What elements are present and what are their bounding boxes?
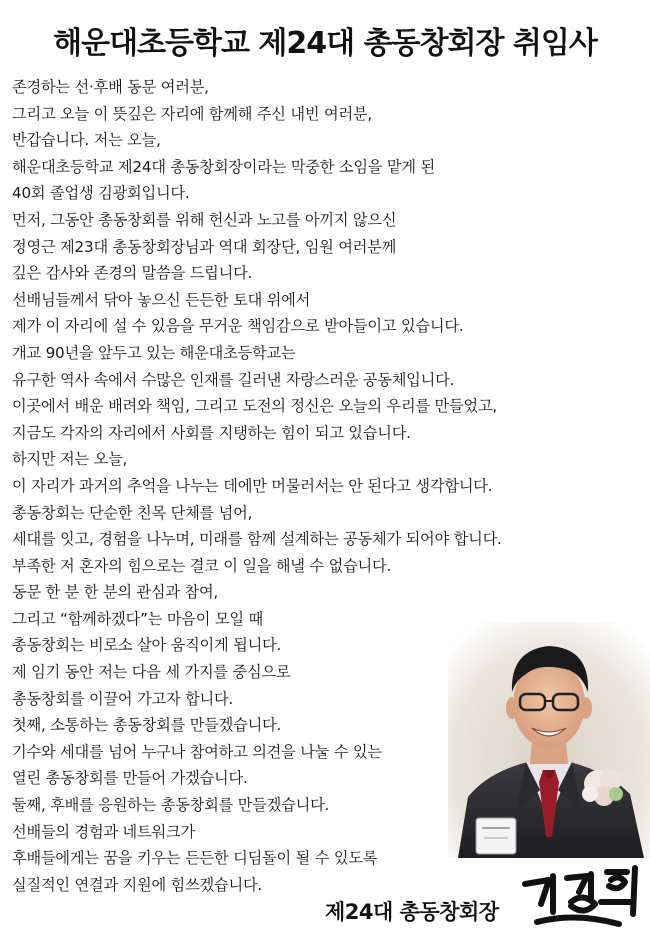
- signature-block: [325, 880, 645, 940]
- speech-line: 먼저, 그동안 총동창회를 위해 헌신과 노고를 아끼지 않으신: [12, 210, 397, 229]
- signature-title: 제24대 총동창회장: [325, 900, 499, 924]
- speech-line: 선배들의 경험과 네트워크가: [12, 822, 195, 841]
- speech-line: 선배님들께서 닦아 놓으신 든든한 토대 위에서: [12, 290, 311, 309]
- speech-line: 총동창회는 단순한 친목 단체를 넘어,: [12, 503, 253, 522]
- speech-line: 총동창회는 비로소 살아 움직이게 됩니다.: [12, 636, 282, 655]
- speech-line: 제가 이 자리에 설 수 있음을 무거운 책임감으로 받아들이고 있습니다.: [12, 317, 464, 336]
- speech-line: 이곳에서 배운 배려와 책임, 그리고 도전의 정신은 오늘의 우리를 만들었고,: [12, 397, 498, 416]
- speech-line: 기수와 세대를 넘어 누구나 참여하고 의견을 나눌 수 있는: [12, 742, 382, 761]
- speech-line: 부족한 저 혼자의 힘으로는 결코 이 일을 해낼 수 없습니다.: [12, 556, 392, 575]
- speech-line: 정영근 제23대 총동창회장님과 역대 회장단, 임원 여러분께: [12, 237, 397, 256]
- speech-line: 유구한 역사 속에서 수많은 인재를 길러낸 자랑스러운 공동체입니다.: [12, 370, 455, 389]
- portrait-photo: [448, 622, 650, 858]
- speech-line: 그리고 “함께하겠다”는 마음이 모일 때: [12, 609, 263, 628]
- speech-line: 40회 졸업생 김광회입니다.: [12, 184, 190, 203]
- speech-line: 그리고 오늘 이 뜻깊은 자리에 함께해 주신 내빈 여러분,: [12, 104, 373, 123]
- speech-line: 개교 90년을 앞두고 있는 해운대초등학교는: [12, 343, 296, 362]
- handwritten-signature: [515, 862, 645, 932]
- speech-line: 첫째, 소통하는 총동창회를 만들겠습니다.: [12, 716, 282, 735]
- speech-line: 둘째, 후배를 응원하는 총동창회를 만들겠습니다.: [12, 796, 330, 815]
- speech-line: 동문 한 분 한 분의 관심과 참여,: [12, 583, 219, 602]
- speech-line: 반갑습니다. 저는 오늘,: [12, 131, 161, 150]
- speech-line: 존경하는 선·후배 동문 여러분,: [12, 78, 209, 96]
- speech-line: 후배들에게는 꿈을 키우는 든든한 디딤돌이 될 수 있도록: [12, 849, 378, 868]
- speech-line: 하지만 저는 오늘,: [12, 450, 128, 469]
- speech-line: 해운대초등학교 제24대 총동창회장이라는 막중한 소임을 맡게 된: [12, 157, 435, 176]
- speech-line: 지금도 각자의 자리에서 사회를 지탱하는 힘이 되고 있습니다.: [12, 423, 411, 442]
- speech-line: 실질적인 연결과 지원에 힘쓰겠습니다.: [12, 875, 263, 894]
- speech-line: 열린 총동창회를 만들어 가겠습니다.: [12, 769, 248, 788]
- speech-line: 세대를 잇고, 경험을 나누며, 미래를 함께 설계하는 공동체가 되어야 합니다.: [12, 530, 502, 549]
- speech-line: 제 임기 동안 저는 다음 세 가지를 중심으로: [12, 663, 291, 682]
- speech-line: 이 자리가 과거의 추억을 나누는 데에만 머물러서는 안 된다고 생각합니다.: [12, 476, 493, 495]
- document-title: 해운대초등학교 제24대 총동창회장 취임사: [53, 26, 597, 61]
- speech-line: 깊은 감사와 존경의 말씀을 드립니다.: [12, 264, 253, 283]
- speech-line: 총동창회를 이끌어 가고자 합니다.: [12, 689, 234, 708]
